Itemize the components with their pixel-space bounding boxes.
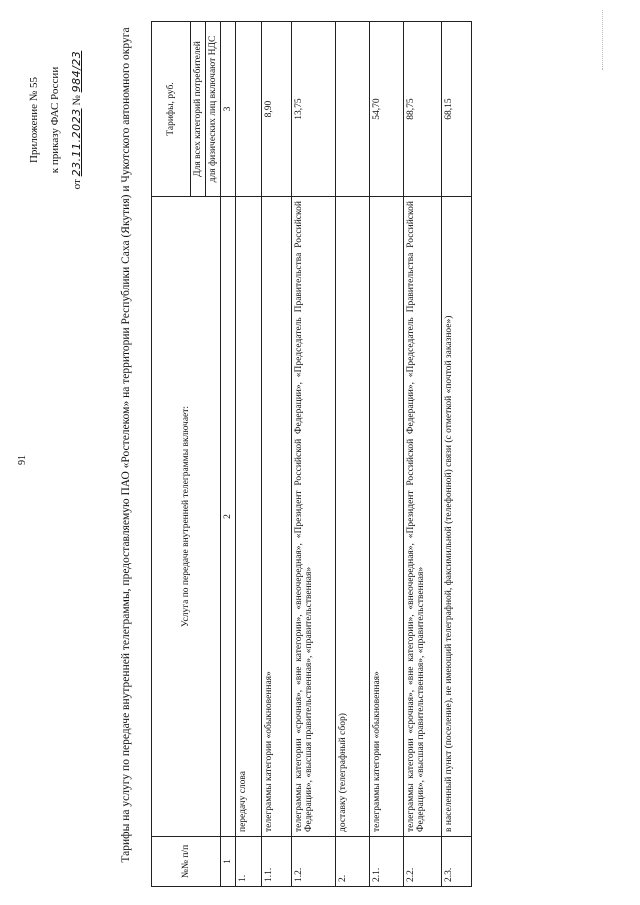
order-date: 23.11.2023 [70, 108, 83, 177]
row-number: 2.2. [404, 837, 442, 887]
row-number: 2.1. [370, 837, 404, 887]
row-value [336, 22, 370, 197]
document-title: Тарифы на услугу по передаче внутренней телеграммы, предоставляемую ПАО «Ростелеком» на территории Республики Саха (Якутия) и Чукотского автономного округа [120, 27, 132, 863]
index-cell: 1 [221, 837, 236, 887]
row-description: телеграммы категории «обыкновенная» [262, 197, 292, 837]
page-number: 91 [17, 455, 28, 465]
table-row [442, 22, 472, 887]
row-number: 2. [336, 837, 370, 887]
header-tariffs: Тарифы, руб. [152, 22, 191, 197]
row-number: 1.2. [292, 837, 336, 887]
index-cell: 2 [221, 197, 236, 837]
table-row [404, 22, 442, 887]
row-description: передачу слова [236, 197, 262, 837]
row-value [236, 22, 262, 197]
tariff-table [151, 21, 472, 887]
row-description: доставку (телеграфный сбор) [336, 197, 370, 837]
table-row [292, 22, 336, 887]
row-description: в населенный пункт (поселение), не имеющий телеграфной, факсимильной (телефонной) связи (с отметкой «почтой заказное») [442, 197, 472, 837]
appendix-block [24, 35, 88, 205]
number-prefix: № [71, 95, 83, 106]
table-row [336, 22, 370, 887]
appendix-order: к приказу ФАС России [49, 66, 61, 174]
appendix-date-line [66, 35, 88, 205]
header-vat-note: для физических лиц включают НДС [206, 22, 221, 197]
header-all-consumers: Для всех категорий потребителей [191, 22, 206, 197]
row-description: телеграммы категории «обыкновенная» [370, 197, 404, 837]
row-value: 68,15 [442, 22, 472, 197]
appendix-title: Приложение № 55 [28, 76, 40, 164]
row-value: 8,90 [262, 22, 292, 197]
row-description: телеграммы категории «срочная», «вне категории», «внеочередная», «Президент Российской Федерации», «Председатель Правительства Российской Федерации», «высшая правительственная», «правительственная» [292, 197, 336, 837]
index-cell: 3 [221, 22, 236, 197]
header-number: №№ п/п [152, 837, 221, 887]
order-number: 984/23 [70, 50, 83, 93]
row-value: 13,75 [292, 22, 336, 197]
table-row [370, 22, 404, 887]
row-number: 1. [236, 837, 262, 887]
date-prefix: от [71, 179, 83, 190]
row-value: 88,75 [404, 22, 442, 197]
header-service: Услуга по передаче внутренней телеграммы включает: [152, 197, 221, 837]
scan-artifact [602, 10, 606, 70]
table-row [262, 22, 292, 887]
table-row [236, 22, 262, 887]
row-value: 54,70 [370, 22, 404, 197]
row-description: телеграммы категории «срочная», «вне категории», «внеочередная», «Президент Российской Федерации», «Председатель Правительства Российской Федерации», «высшая правительственная», «правительственная» [404, 197, 442, 837]
row-number: 1.1. [262, 837, 292, 887]
row-number: 2.3. [442, 837, 472, 887]
